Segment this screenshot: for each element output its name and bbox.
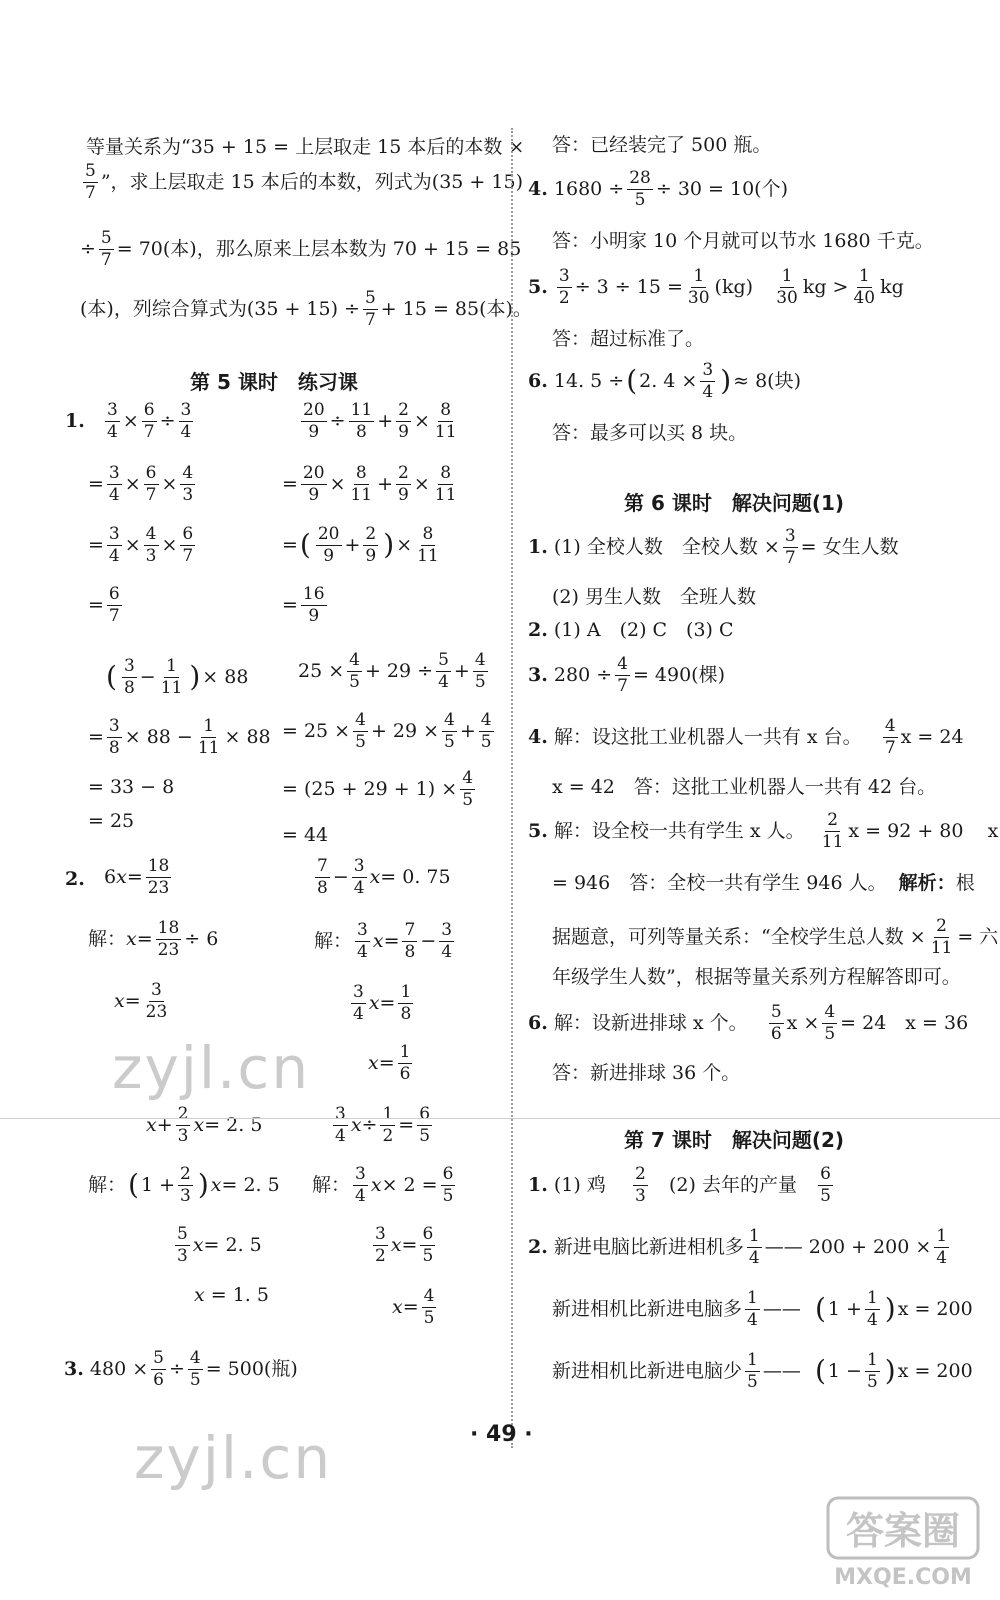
q2-number: 2. [65, 868, 85, 890]
q1-number: 1. [65, 410, 85, 432]
l7q2-row2: 新进相机比新进电脑多 $\frac{1}{4}$ —— ( 1 + $\frac{1}{4}$ ) x = 200 [552, 1288, 973, 1330]
q1d-line3: = (25 + 29 + 1) × $\frac{4}{5}$ [282, 768, 474, 810]
ans3: 答：已经装完了 500 瓶。 [552, 134, 772, 156]
q2d-line1: $\frac{3}{4}$ x ÷ $\frac{1}{2}$ = $\frac{6}{5}$ [335, 1104, 431, 1146]
q1c-line4: = 25 [88, 810, 135, 832]
fraction: $\frac{5}{7}$ [364, 288, 376, 330]
ans6: 答：最多可以买 8 块。 [552, 422, 748, 444]
q2c-line1: x + $\frac{2}{3}$ x = 2. 5 [146, 1104, 263, 1146]
intro-line-4: (本)，列综合算式为(35 + 15) ÷ $\frac{5}{7}$ + 15 = 85(本)。 [80, 288, 532, 330]
ans4: 答：小明家 10 个月就可以节水 1680 千克。 [552, 230, 934, 252]
lesson6-title: 第 6 课时 解决问题(1) [624, 491, 845, 515]
l6q5-line2: = 946 答：全校一共有学生 946 人。 解析： 根 [552, 872, 975, 894]
q2c-line3: $\frac{5}{3}$ x = 2. 5 [177, 1224, 262, 1266]
answer-stamp-logo [824, 1490, 984, 1590]
l7q1-line: 1. (1) 鸡 $\frac{2}{3}$ (2) 去年的产量 $\frac{6}{5}$ [528, 1164, 831, 1206]
intro-line-3: ÷ $\frac{5}{7}$ = 70(本)，那么原来上层本数为 70 + 15 = 85 [80, 228, 522, 270]
fraction: $\frac{5}{7}$ [100, 228, 112, 270]
l6q6-line: 6. 解：设新进排球 x 个。 $\frac{5}{6}$ x × $\frac{4}{5}$ = 24 x = 36 [528, 1002, 969, 1044]
column-divider [511, 128, 513, 1448]
q2b-line3: $\frac{3}{4}$ x = $\frac{1}{8}$ [353, 982, 412, 1024]
q6-line: 6. 14. 5 ÷ ( 2. 4 × $\frac{3}{4}$ ) ≈ 8(块) [528, 360, 801, 402]
q1c-line2: = $\frac{3}{8}$ × 88 − $\frac{1}{11}$ × 88 [88, 716, 271, 758]
q1b-line2: = $\frac{20}{9}$ × $\frac{8}{11}$ + $\frac{2}{9}$ × $\frac{8}{11}$ [282, 463, 457, 505]
l6q3-line: 3. 280 ÷ $\frac{4}{7}$ = 490(棵) [528, 654, 726, 696]
l6q5-line3: 据题意，可列等量关系：“全校学生总人数 × $\frac{2}{11}$ = 六 [552, 916, 999, 958]
q1c-line3: = 33 − 8 [88, 776, 175, 798]
q1b-line3: = ( $\frac{20}{9}$ + $\frac{2}{9}$ ) × $\frac{8}{11}$ [282, 524, 439, 566]
watermark-top: zyjl.cn [112, 1034, 311, 1102]
svg-text:MXQE.COM: MXQE.COM [834, 1565, 972, 1590]
ans6-6: 答：新进排球 36 个。 [552, 1062, 741, 1084]
q2a-line3: x = $\frac{3}{23}$ [114, 980, 168, 1022]
q2a-line2: 解： x = $\frac{18}{23}$ ÷ 6 [88, 918, 219, 960]
q3-line: 3. 480 × $\frac{5}{6}$ ÷ $\frac{4}{5}$ = 500(瓶) [64, 1348, 298, 1390]
q1a-line2: = $\frac{3}{4}$ × $\frac{6}{7}$ × $\frac{4}{3}$ [88, 463, 194, 505]
l6q5-line1: 5. 解：设全校一共有学生 x 人。 $\frac{2}{11}$ x = 92 + 80 x [528, 810, 999, 852]
q1a-line1: $\frac{3}{4}$ × $\frac{6}{7}$ ÷ $\frac{3}{4}$ [107, 400, 192, 442]
q2a-line1: 6 x = $\frac{18}{23}$ [104, 856, 170, 898]
fraction: $\frac{5}{7}$ [85, 161, 96, 203]
q1d-line4: = 44 [282, 824, 329, 846]
q1a-line4: = $\frac{6}{7}$ [88, 584, 120, 626]
l6q1b-line: (2) 男生人数 全班人数 [552, 586, 756, 608]
l6q2-line: 2. (1) A (2) C (3) C [528, 619, 734, 641]
q1a-line3: = $\frac{3}{4}$ × $\frac{4}{3}$ × $\frac{6}{7}$ [88, 524, 194, 566]
l6q5-line4: 年级学生人数”，根据等量关系列方程解答即可。 [552, 966, 961, 988]
intro-line-2: $\frac{5}{7}$ ”，求上层取走 15 本后的本数，列式为(35 + 15) [85, 161, 523, 203]
q1d-line2: = 25 × $\frac{4}{5}$ + 29 × $\frac{4}{5}$ + $\frac{4}{5}$ [282, 710, 492, 752]
l6q4-line1: 4. 解：设这批工业机器人一共有 x 台。 $\frac{4}{7}$ x = 24 [528, 716, 964, 758]
q1d-line1: 25 × $\frac{4}{5}$ + 29 ÷ $\frac{5}{4}$ + $\frac{4}{5}$ [298, 650, 486, 692]
q1b-line4: = $\frac{16}{9}$ [282, 584, 325, 626]
q2b-line1: $\frac{7}{8}$ − $\frac{3}{4}$ x = 0. 75 [317, 856, 451, 898]
ans5: 答：超过标准了。 [552, 328, 705, 350]
q2b-line4: x = $\frac{1}{6}$ [368, 1042, 411, 1084]
q2c-line2: 解： ( 1 + $\frac{2}{3}$ ) x = 2. 5 [88, 1164, 280, 1206]
svg-text:答案圈: 答案圈 [845, 1509, 961, 1553]
q5-line: 5. $\frac{3}{2}$ ÷ 3 ÷ 15 = $\frac{1}{30}$ (kg) $\frac{1}{30}$ kg > $\frac{1}{40}$ kg [528, 266, 904, 308]
q2c-line4: x = 1. 5 [194, 1284, 269, 1306]
l6q4-line2: x = 42 答：这批工业机器人一共有 42 台。 [552, 776, 937, 798]
watermark-bottom: zyjl.cn [134, 1424, 333, 1492]
q1b-line1: $\frac{20}{9}$ ÷ $\frac{11}{8}$ + $\frac{2}{9}$ × $\frac{8}{11}$ [303, 400, 457, 442]
q4-line: 4. 1680 ÷ $\frac{28}{5}$ ÷ 30 = 10(个) [528, 168, 788, 210]
fold-line [0, 1118, 1000, 1119]
q2d-line3: $\frac{3}{2}$ x = $\frac{6}{5}$ [375, 1224, 434, 1266]
q2d-line2: 解： $\frac{3}{4}$ x × 2 = $\frac{6}{5}$ [312, 1164, 454, 1206]
lesson7-title: 第 7 课时 解决问题(2) [624, 1128, 845, 1152]
intro-line-1: 等量关系为“35 + 15 = 上层取走 15 本后的本数 × [86, 136, 525, 158]
l6q1a-line: 1. (1) 全校人数 全校人数 × $\frac{3}{7}$ = 女生人数 [528, 526, 899, 568]
l7q2-row3: 新进相机比新进电脑少 $\frac{1}{5}$ —— ( 1 − $\frac{1}{5}$ ) x = 200 [552, 1350, 973, 1392]
q2d-line4: x = $\frac{4}{5}$ [392, 1286, 435, 1328]
l7q2-row1: 2. 新进电脑比新进相机多 $\frac{1}{4}$ —— 200 + 200 × $\frac{1}{4}$ [528, 1226, 948, 1268]
q1c-line1: ( $\frac{3}{8}$ − $\frac{1}{11}$ ) × 88 [106, 656, 249, 698]
q2b-line2: 解： $\frac{3}{4}$ x = $\frac{7}{8}$ − $\frac{3}{4}$ [314, 920, 453, 962]
lesson5-title: 第 5 课时 练习课 [190, 370, 358, 394]
page-number: · 49 · [470, 1422, 533, 1447]
